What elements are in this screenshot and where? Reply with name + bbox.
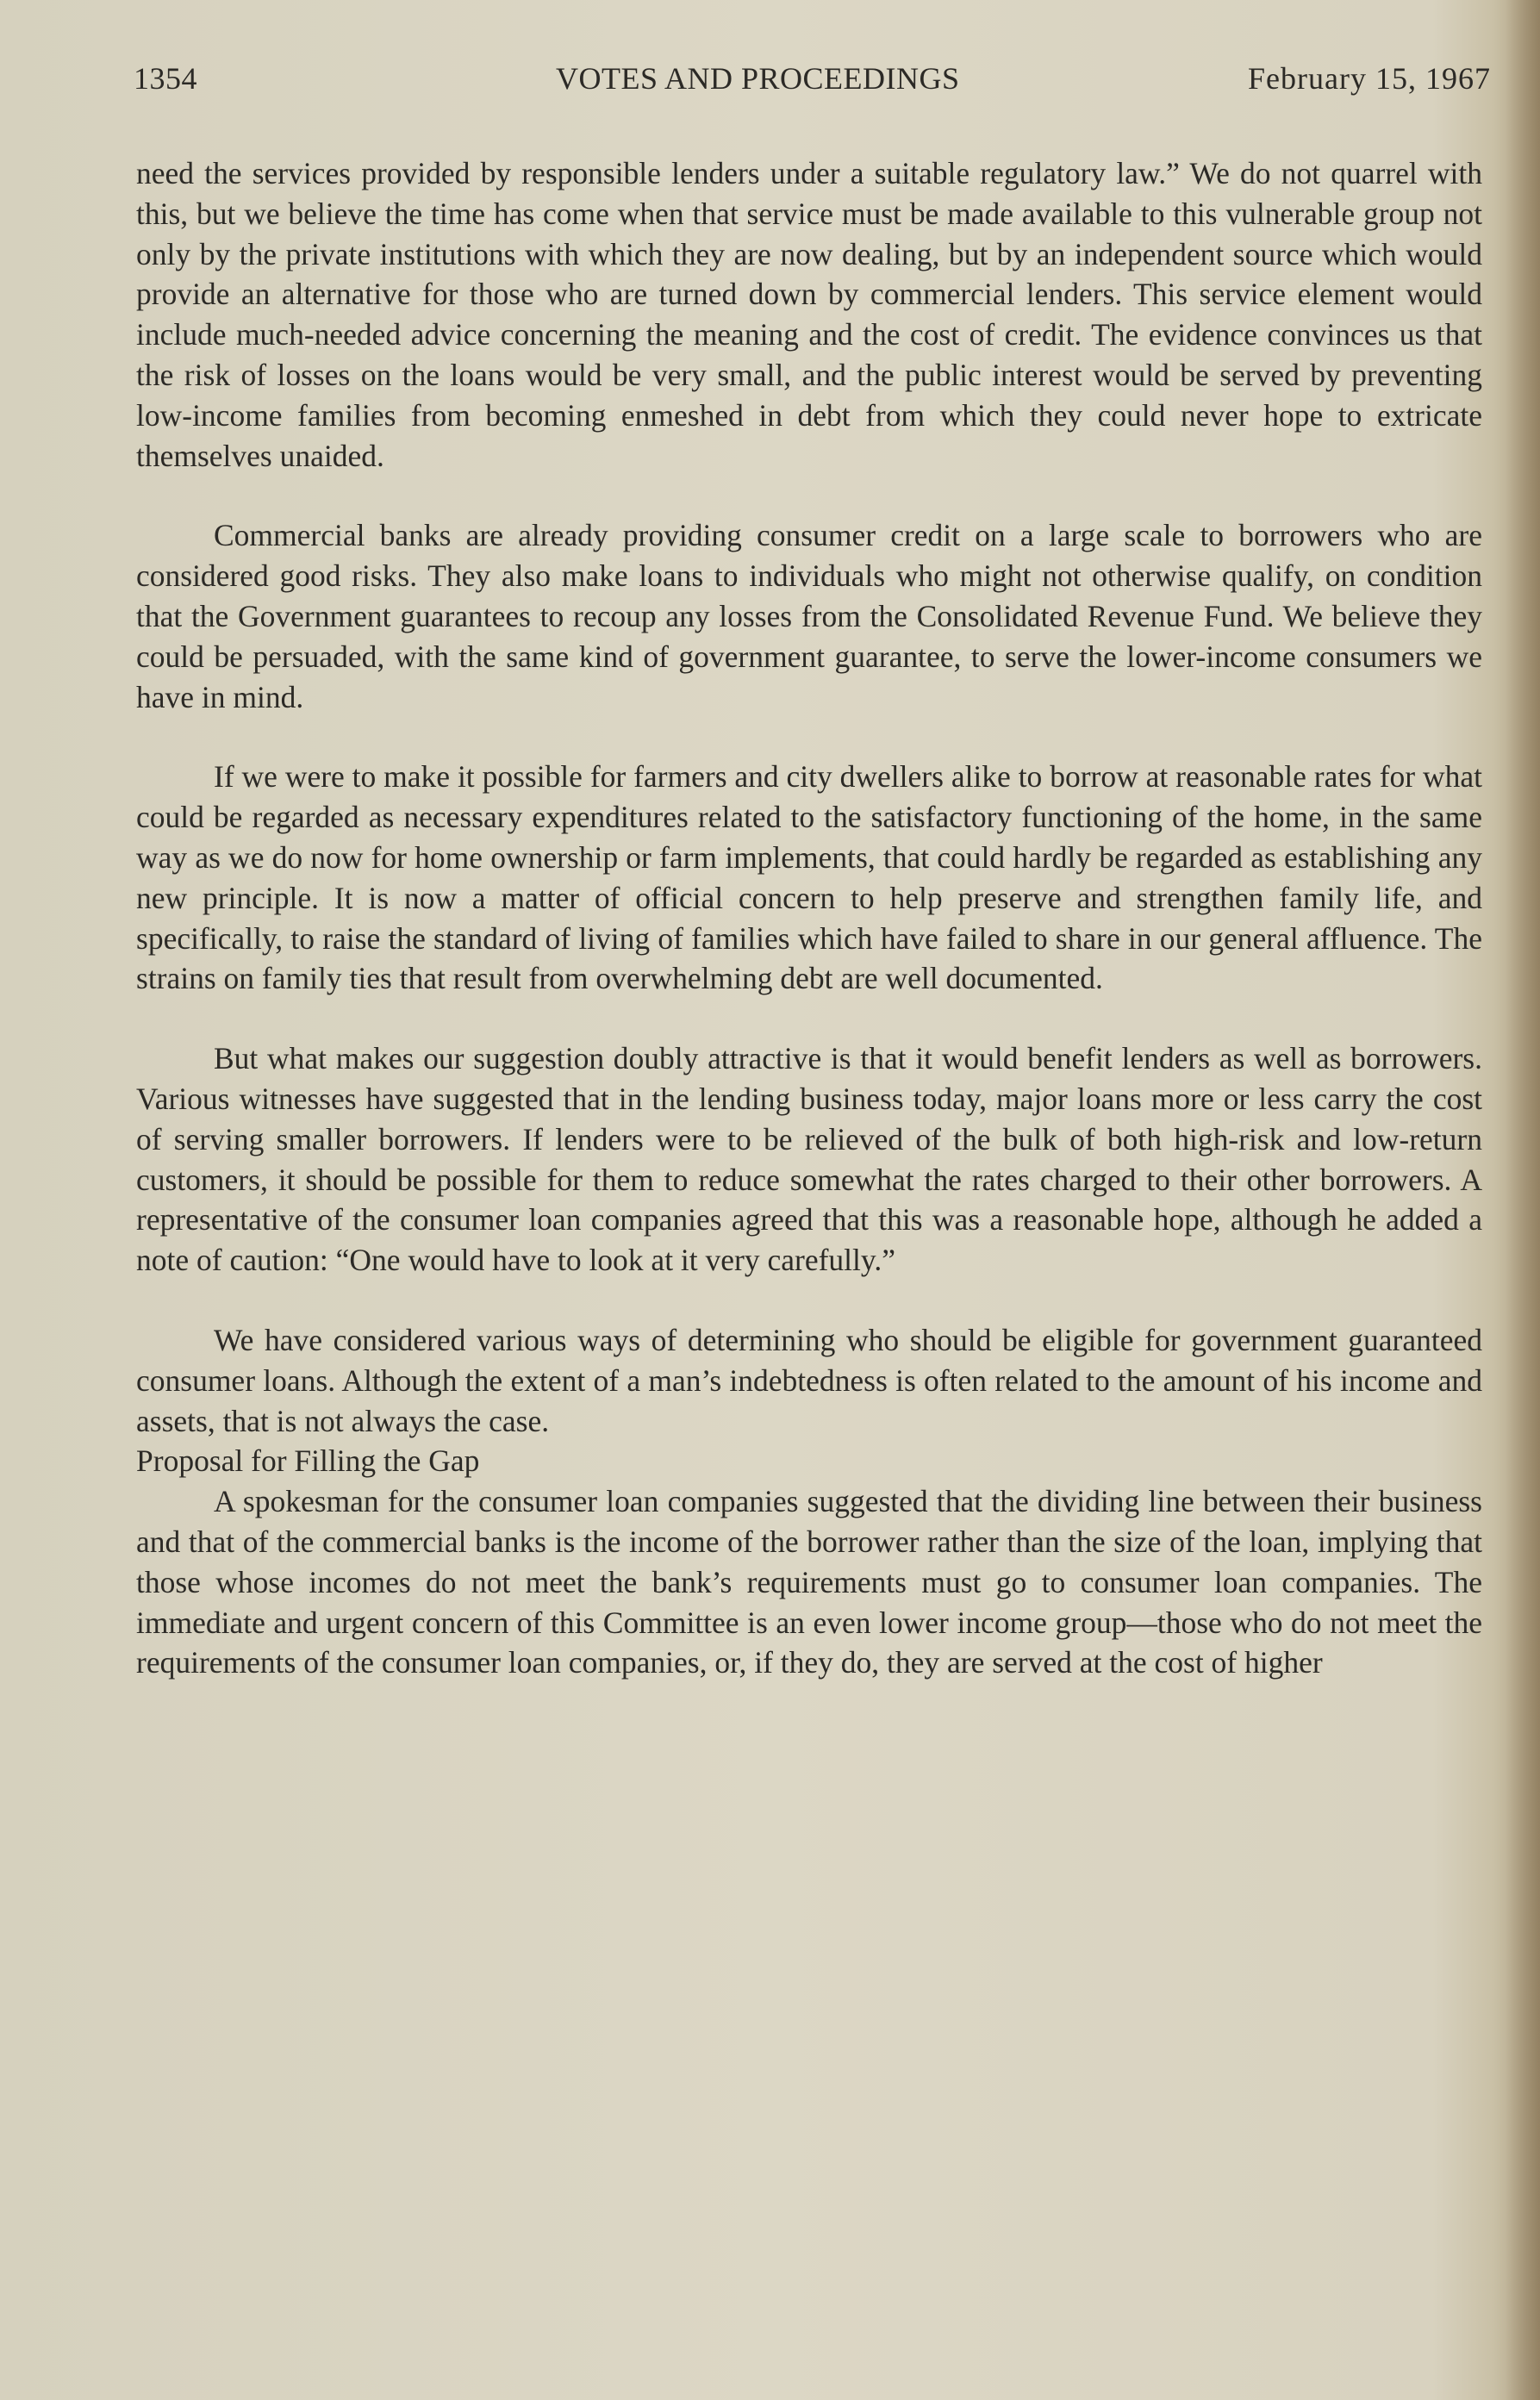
running-date: February 15, 1967 — [1248, 61, 1491, 96]
page-number: 1354 — [134, 61, 197, 96]
paragraph: But what makes our suggestion doubly attractive is that it would benefit lenders as well as borrowers. Various witnesses have suggested that in the lending business today, major loans more or less carry the cost of serving smaller borrowers. If lenders were to be relieved of the bulk of both high-risk and low-return customers, it should be possible for them to reduce somewhat the rates charged to their other borrowers. A representative of the consumer loan companies agreed that this was a reasonable hope, although he added a note of caution: “One would have to look at it very carefully.” — [136, 1041, 1482, 1278]
page-edge-shadow — [1506, 0, 1540, 2400]
paragraph: need the services provided by responsible lenders under a suitable regulatory law.” We do not quarrel with this, but we believe the time has come when that service must be made available to this vulnerable group not only by the private institutions with which they are now dealing, but by an independent source which would provide an alternative for those who are turned down by commercial lenders. This service element would include much-needed advice concerning the meaning and the cost of credit. The evidence convinces us that the risk of losses on the loans would be very small, and the public interest would be served by preventing low-income families from becoming enmeshed in debt from which they could never hope to extricate themselves unaided. — [136, 156, 1482, 473]
section-heading: Proposal for Filling the Gap — [136, 1443, 480, 1479]
body-text — [136, 153, 1482, 1683]
running-header — [134, 60, 1491, 103]
paragraph: We have considered various ways of determining who should be eligible for government guaranteed consumer loans. Although the extent of a man’s indebtedness is often related to the amount of his income and assets, that is not always the case. — [136, 1322, 1482, 1438]
paragraph: A spokesman for the consumer loan companies suggested that the dividing line between their business and that of the commercial banks is the income of the borrower rather than the size of the loan, implying that those whose incomes do not meet the bank’s requirements must go to consumer loan companies. The immediate and urgent concern of this Committee is an even lower income group—those who do not meet the requirements of the consumer loan companies, or, if they do, they are served at the cost of higher — [136, 1484, 1482, 1680]
paragraph: Commercial banks are already providing consumer credit on a large scale to borrowers who are considered good risks. They also make loans to individuals who might not otherwise qualify, on condition that the Government guarantees to recoup any losses from the Consolidated Revenue Fund. We believe they could be persuaded, with the same kind of government guarantee, to serve the lower-income consumers we have in mind. — [136, 518, 1482, 714]
paragraph: If we were to make it possible for farmers and city dwellers alike to borrow at reasonable rates for what could be regarded as necessary expenditures related to the satisfactory functioning of the home, in the same way as we do now for home ownership or farm implements, that could hardly be regarded as establishing any new principle. It is now a matter of official concern to help preserve and strengthen family life, and specifically, to raise the standard of living of families which have failed to share in our general affluence. The strains on family ties that result from overwhelming debt are well documented. — [136, 759, 1482, 996]
running-title: VOTES AND PROCEEDINGS — [556, 61, 960, 96]
